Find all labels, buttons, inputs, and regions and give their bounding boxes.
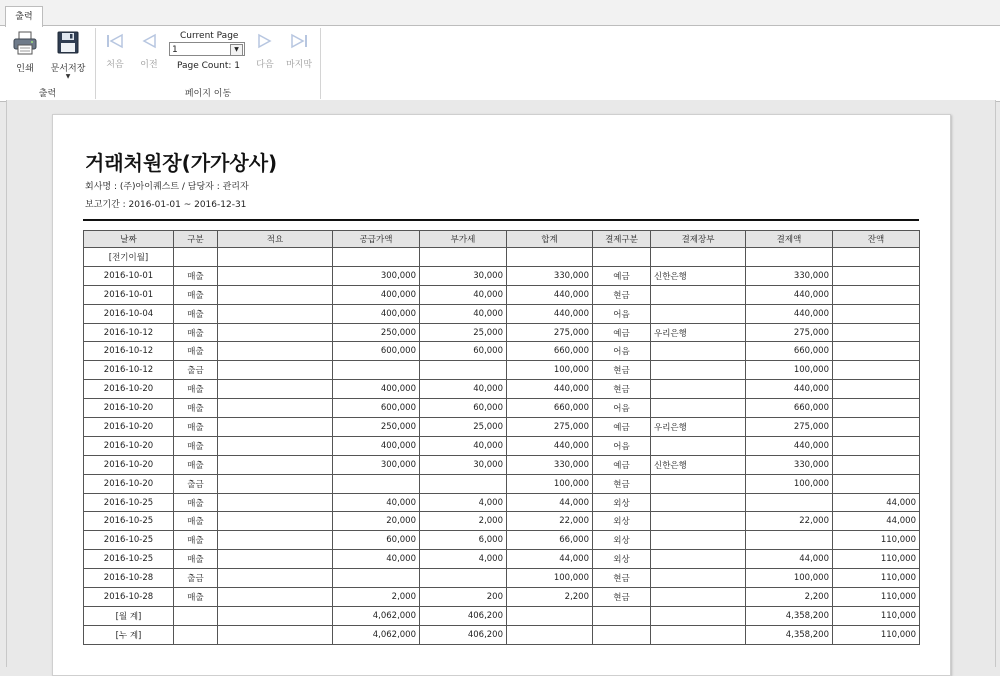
table-cell (651, 493, 746, 512)
table-cell: 440,000 (746, 304, 833, 323)
table-cell (746, 531, 833, 550)
table-cell: 2016-10-20 (84, 455, 174, 474)
table-cell: 400,000 (333, 304, 420, 323)
column-header: 공급가액 (333, 231, 420, 248)
column-header: 구분 (174, 231, 218, 248)
ribbon-tabstrip (0, 0, 1000, 26)
table-cell: 매출 (174, 493, 218, 512)
table-cell: 어음 (593, 304, 651, 323)
table-cell (651, 361, 746, 380)
table-cell: 300,000 (333, 266, 420, 285)
table-cell (218, 304, 333, 323)
last-page-label: 마지막 (285, 60, 313, 70)
table-cell (218, 399, 333, 418)
output-group (0, 26, 95, 101)
table-cell: 600,000 (333, 342, 420, 361)
table-cell (507, 248, 593, 267)
table-cell (833, 323, 920, 342)
table-cell: 2016-10-20 (84, 418, 174, 437)
dropdown-arrow-icon[interactable]: ▼ (65, 73, 71, 80)
table-cell: 40,000 (420, 285, 507, 304)
table-cell (593, 248, 651, 267)
table-cell: 330,000 (746, 455, 833, 474)
table-cell: 100,000 (507, 474, 593, 493)
table-cell: 4,358,200 (746, 606, 833, 625)
table-cell: 660,000 (746, 342, 833, 361)
table-cell (651, 512, 746, 531)
table-row (84, 380, 920, 399)
table-cell (833, 418, 920, 437)
table-cell: 2016-10-20 (84, 399, 174, 418)
table-cell (218, 342, 333, 361)
table-cell: 330,000 (746, 266, 833, 285)
table-cell (651, 342, 746, 361)
table-cell (651, 380, 746, 399)
table-cell: 2016-10-12 (84, 323, 174, 342)
table-cell: 2016-10-20 (84, 436, 174, 455)
table-cell (833, 361, 920, 380)
table-cell (593, 606, 651, 625)
table-cell: 2016-10-12 (84, 342, 174, 361)
table-cell: 440,000 (507, 285, 593, 304)
ribbon (0, 25, 1000, 102)
table-cell: 660,000 (746, 399, 833, 418)
table-cell: 200 (420, 588, 507, 607)
table-cell (333, 474, 420, 493)
table-cell: 매출 (174, 418, 218, 437)
table-cell: 440,000 (746, 436, 833, 455)
table-row (84, 474, 920, 493)
table-cell (218, 550, 333, 569)
table-cell: 매출 (174, 266, 218, 285)
table-cell: 매출 (174, 588, 218, 607)
table-cell (507, 625, 593, 644)
table-cell: 275,000 (746, 323, 833, 342)
table-cell (218, 606, 333, 625)
table-cell (218, 380, 333, 399)
table-cell: 330,000 (507, 455, 593, 474)
table-cell: 매출 (174, 285, 218, 304)
table-cell: 우리은행 (651, 323, 746, 342)
page-navigation-group-label: 페이지 이동 (184, 89, 232, 99)
print-button[interactable] (10, 30, 40, 74)
table-cell: 어음 (593, 399, 651, 418)
table-cell: 2,200 (746, 588, 833, 607)
table-cell: 예금 (593, 455, 651, 474)
table-cell (218, 531, 333, 550)
page-count-label: Page Count: 1 (177, 61, 240, 71)
table-cell: 40,000 (420, 304, 507, 323)
table-cell (218, 248, 333, 267)
table-cell: 예금 (593, 323, 651, 342)
table-cell: 2016-10-28 (84, 588, 174, 607)
table-row (84, 512, 920, 531)
table-cell (420, 361, 507, 380)
table-cell: 600,000 (333, 399, 420, 418)
table-cell: 2016-10-12 (84, 361, 174, 380)
table-cell: 22,000 (507, 512, 593, 531)
table-cell (593, 625, 651, 644)
table-cell: 660,000 (507, 399, 593, 418)
table-cell: 현금 (593, 588, 651, 607)
table-cell (651, 399, 746, 418)
table-row (84, 248, 920, 267)
table-cell: 우리은행 (651, 418, 746, 437)
table-cell (218, 474, 333, 493)
table-cell (420, 248, 507, 267)
table-cell: 30,000 (420, 455, 507, 474)
table-cell: 406,200 (420, 625, 507, 644)
table-cell: 66,000 (507, 531, 593, 550)
table-cell: 25,000 (420, 418, 507, 437)
table-cell: 275,000 (746, 418, 833, 437)
table-cell: 매출 (174, 436, 218, 455)
table-cell: 신한은행 (651, 455, 746, 474)
table-cell (420, 569, 507, 588)
title-rule (83, 219, 919, 221)
table-row (84, 625, 920, 644)
table-cell: 2016-10-04 (84, 304, 174, 323)
table-cell (651, 474, 746, 493)
table-cell: 2016-10-25 (84, 550, 174, 569)
table-cell: 250,000 (333, 418, 420, 437)
table-cell: 출금 (174, 361, 218, 380)
column-header: 부가세 (420, 231, 507, 248)
table-cell: 현금 (593, 474, 651, 493)
table-cell: 2,200 (507, 588, 593, 607)
table-row (84, 266, 920, 285)
table-row (84, 285, 920, 304)
table-cell: 660,000 (507, 342, 593, 361)
table-cell: 매출 (174, 304, 218, 323)
table-cell: 110,000 (833, 531, 920, 550)
table-cell (218, 588, 333, 607)
table-cell: 40,000 (333, 493, 420, 512)
chevron-down-icon[interactable]: ▼ (230, 44, 243, 56)
table-row (84, 304, 920, 323)
table-cell (218, 323, 333, 342)
table-cell: 출금 (174, 474, 218, 493)
table-row (84, 569, 920, 588)
table-cell: 현금 (593, 361, 651, 380)
table-cell (651, 436, 746, 455)
table-cell: 외상 (593, 493, 651, 512)
table-cell (746, 493, 833, 512)
table-cell: 440,000 (507, 436, 593, 455)
table-row (84, 606, 920, 625)
table-cell: 2016-10-25 (84, 493, 174, 512)
table-cell: 매출 (174, 380, 218, 399)
table-cell: 출금 (174, 569, 218, 588)
print-label: 인쇄 (16, 64, 34, 74)
report-company-line: 회사명 : (주)아이퀘스트 / 담당자 : 관리자 (85, 182, 249, 192)
table-cell: 25,000 (420, 323, 507, 342)
table-cell (833, 474, 920, 493)
table-cell: 100,000 (507, 361, 593, 380)
tab-output[interactable]: 출력 (5, 6, 43, 27)
first-page-button[interactable] (102, 30, 128, 70)
table-cell (651, 569, 746, 588)
table-cell: 2016-10-28 (84, 569, 174, 588)
table-cell (218, 436, 333, 455)
table-cell: 40,000 (333, 550, 420, 569)
next-page-button[interactable] (252, 30, 278, 70)
table-cell: 250,000 (333, 323, 420, 342)
table-cell (333, 361, 420, 380)
table-cell (333, 248, 420, 267)
column-header: 결제구분 (593, 231, 651, 248)
table-cell (833, 285, 920, 304)
table-cell: 2016-10-20 (84, 474, 174, 493)
column-header: 결제액 (746, 231, 833, 248)
table-cell: 신한은행 (651, 266, 746, 285)
ledger-table (83, 230, 920, 645)
table-cell: 어음 (593, 342, 651, 361)
table-cell: 4,000 (420, 550, 507, 569)
column-header: 적요 (218, 231, 333, 248)
column-header: 결제장부 (651, 231, 746, 248)
table-cell: 300,000 (333, 455, 420, 474)
table-row (84, 361, 920, 380)
table-cell: 2,000 (333, 588, 420, 607)
table-row (84, 550, 920, 569)
group-divider (320, 28, 321, 99)
save-document-label: 문서저장 (50, 64, 86, 74)
table-cell: 40,000 (420, 380, 507, 399)
table-cell: 22,000 (746, 512, 833, 531)
table-cell (218, 455, 333, 474)
next-page-label: 다음 (256, 60, 274, 70)
table-cell: [누 계] (84, 625, 174, 644)
last-page-button[interactable] (284, 30, 314, 70)
table-cell: 100,000 (746, 569, 833, 588)
table-cell (218, 418, 333, 437)
save-document-button[interactable] (47, 30, 89, 80)
table-row (84, 323, 920, 342)
table-cell: 2016-10-25 (84, 512, 174, 531)
table-cell: 외상 (593, 531, 651, 550)
table-cell: 110,000 (833, 625, 920, 644)
table-cell: 100,000 (746, 361, 833, 380)
table-cell: 40,000 (420, 436, 507, 455)
table-cell: 100,000 (507, 569, 593, 588)
table-row (84, 342, 920, 361)
table-cell: 20,000 (333, 512, 420, 531)
table-cell (174, 625, 218, 644)
table-header-row (84, 231, 920, 248)
table-cell: 현금 (593, 380, 651, 399)
table-cell: 4,062,000 (333, 606, 420, 625)
table-cell: 440,000 (507, 380, 593, 399)
table-cell: 6,000 (420, 531, 507, 550)
table-cell (218, 266, 333, 285)
table-cell (833, 455, 920, 474)
table-cell: 2016-10-20 (84, 380, 174, 399)
table-cell: 매출 (174, 399, 218, 418)
table-row (84, 531, 920, 550)
table-cell: 예금 (593, 418, 651, 437)
table-cell: 110,000 (833, 569, 920, 588)
table-cell (833, 248, 920, 267)
table-cell: 매출 (174, 455, 218, 474)
table-cell: 4,000 (420, 493, 507, 512)
table-cell (833, 304, 920, 323)
table-cell: 매출 (174, 531, 218, 550)
table-row (84, 588, 920, 607)
report-title: 거래처원장(가가상사) (85, 151, 278, 175)
table-cell: 2,000 (420, 512, 507, 531)
table-cell (218, 285, 333, 304)
table-cell: 2016-10-01 (84, 266, 174, 285)
first-page-icon (104, 30, 126, 52)
table-cell: [전기이월] (84, 248, 174, 267)
table-cell: 406,200 (420, 606, 507, 625)
output-group-label: 출력 (38, 89, 57, 99)
page-navigation-group (96, 26, 320, 101)
report-page (52, 114, 951, 676)
column-header: 합계 (507, 231, 593, 248)
table-cell (833, 399, 920, 418)
table-cell: 4,358,200 (746, 625, 833, 644)
table-cell (174, 248, 218, 267)
table-cell: 매출 (174, 512, 218, 531)
table-cell: 4,062,000 (333, 625, 420, 644)
table-cell: 330,000 (507, 266, 593, 285)
table-cell (651, 606, 746, 625)
table-cell: 400,000 (333, 380, 420, 399)
current-page-select[interactable] (169, 42, 245, 56)
table-cell: 60,000 (420, 342, 507, 361)
table-cell: 44,000 (507, 493, 593, 512)
floppy-disk-icon (55, 30, 81, 56)
table-cell: 어음 (593, 436, 651, 455)
table-cell: 440,000 (746, 285, 833, 304)
table-cell: 110,000 (833, 588, 920, 607)
table-row (84, 418, 920, 437)
current-page-value: 1 (172, 45, 178, 55)
table-cell: 44,000 (833, 512, 920, 531)
table-cell: 60,000 (333, 531, 420, 550)
table-row (84, 436, 920, 455)
table-cell (833, 380, 920, 399)
table-cell: 110,000 (833, 550, 920, 569)
table-cell (651, 550, 746, 569)
table-cell (218, 361, 333, 380)
table-cell: 44,000 (833, 493, 920, 512)
table-cell (218, 512, 333, 531)
last-page-icon (288, 30, 310, 52)
previous-page-label: 이전 (140, 60, 158, 70)
table-cell: 매출 (174, 342, 218, 361)
table-row (84, 493, 920, 512)
previous-page-button[interactable] (136, 30, 162, 70)
table-cell (833, 342, 920, 361)
table-cell: 현금 (593, 285, 651, 304)
table-cell (218, 493, 333, 512)
table-cell: 매출 (174, 323, 218, 342)
next-page-icon (254, 30, 276, 52)
column-header: 날짜 (84, 231, 174, 248)
table-cell: 400,000 (333, 436, 420, 455)
table-cell: 44,000 (507, 550, 593, 569)
table-cell: 275,000 (507, 418, 593, 437)
table-cell: 매출 (174, 550, 218, 569)
table-cell (651, 588, 746, 607)
table-cell: 예금 (593, 266, 651, 285)
table-cell (651, 248, 746, 267)
table-cell: 외상 (593, 550, 651, 569)
table-row (84, 455, 920, 474)
table-cell (746, 248, 833, 267)
first-page-label: 처음 (106, 60, 124, 70)
table-cell: [월 계] (84, 606, 174, 625)
table-cell: 440,000 (746, 380, 833, 399)
table-cell (420, 474, 507, 493)
table-cell (651, 285, 746, 304)
table-cell (651, 531, 746, 550)
report-period-line: 보고기간 : 2016-01-01 ~ 2016-12-31 (85, 200, 247, 210)
table-cell (507, 606, 593, 625)
table-cell: 275,000 (507, 323, 593, 342)
table-cell: 440,000 (507, 304, 593, 323)
table-cell: 2016-10-01 (84, 285, 174, 304)
table-row (84, 399, 920, 418)
table-cell (218, 569, 333, 588)
column-header: 잔액 (833, 231, 920, 248)
table-cell: 현금 (593, 569, 651, 588)
table-cell: 44,000 (746, 550, 833, 569)
table-cell (174, 606, 218, 625)
table-cell: 400,000 (333, 285, 420, 304)
table-cell: 2016-10-25 (84, 531, 174, 550)
current-page-title: Current Page (180, 31, 239, 41)
table-cell: 60,000 (420, 399, 507, 418)
table-cell (833, 436, 920, 455)
table-cell: 100,000 (746, 474, 833, 493)
previous-page-icon (138, 30, 160, 52)
table-cell (651, 625, 746, 644)
printer-icon (12, 30, 38, 56)
table-cell (218, 625, 333, 644)
table-cell: 외상 (593, 512, 651, 531)
table-cell: 30,000 (420, 266, 507, 285)
table-cell (651, 304, 746, 323)
table-cell (333, 569, 420, 588)
table-cell: 110,000 (833, 606, 920, 625)
table-cell (833, 266, 920, 285)
